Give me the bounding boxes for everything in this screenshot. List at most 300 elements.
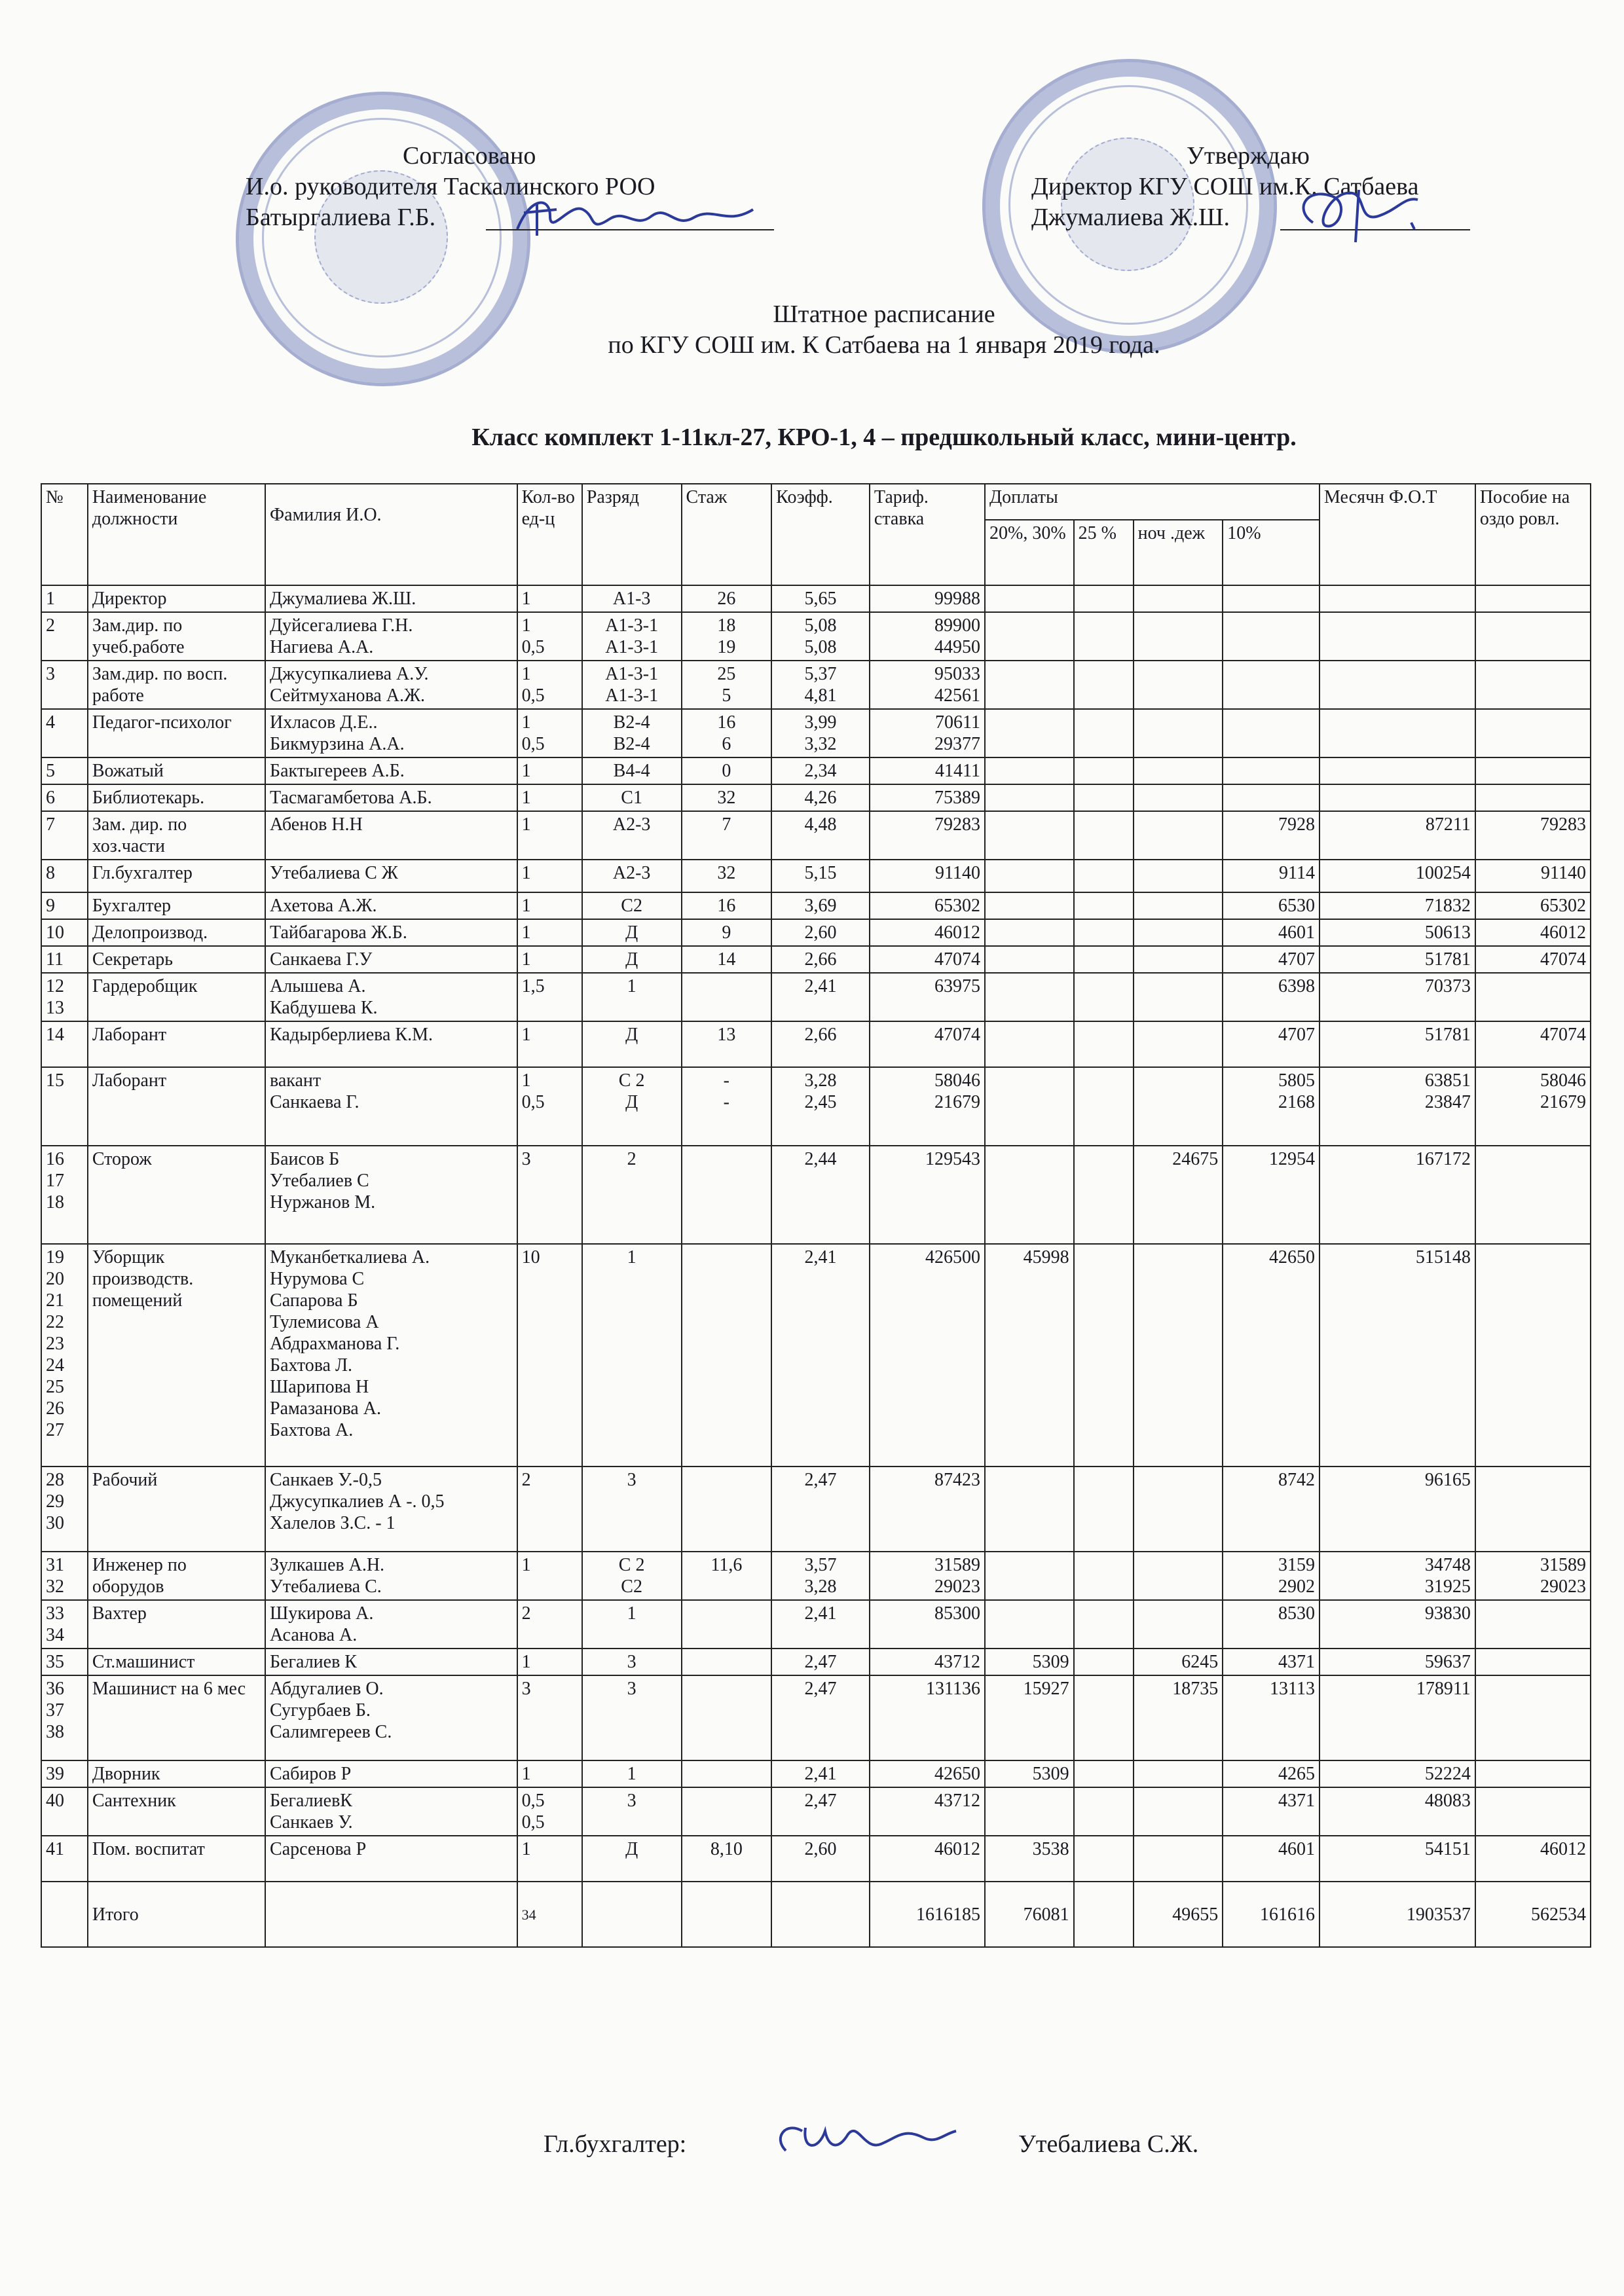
cell-bonus-10 — [1223, 612, 1320, 661]
cell-coeff: 3,99 3,32 — [771, 709, 870, 757]
cell-experience — [682, 1600, 772, 1649]
cell-count: 1 — [517, 1649, 582, 1675]
cell-allowance: 65302 — [1475, 892, 1591, 919]
cell-coeff: 2,47 — [771, 1649, 870, 1675]
document-title-line2: по КГУ СОШ им. К Сатбаева на 1 января 2019 года. — [608, 331, 1160, 359]
cell-coeff: 5,37 4,81 — [771, 661, 870, 709]
cell-name: БегалиевК Санкаев У. — [265, 1787, 517, 1836]
cell-position: Педагог-психолог — [88, 709, 265, 757]
cell-name: Баисов Б Утебалиев С Нуржанов М. — [265, 1146, 517, 1244]
cell-no: 8 — [41, 860, 88, 892]
cell-experience: 16 — [682, 892, 772, 919]
total-bonus-10: 161616 — [1223, 1882, 1320, 1947]
cell-bonus-20 — [985, 1600, 1074, 1649]
cell-rate: 43712 — [870, 1649, 985, 1675]
cell-night — [1134, 612, 1223, 661]
cell-rate: 31589 29023 — [870, 1552, 985, 1600]
cell-monthly: 96165 — [1320, 1467, 1475, 1552]
table-row — [41, 709, 1591, 757]
cell-count: 1 — [517, 757, 582, 784]
footer-role: Гл.бухгалтер: — [544, 2130, 687, 2158]
cell-allowance — [1475, 1787, 1591, 1836]
cell-night — [1134, 1787, 1223, 1836]
cell-no: 11 — [41, 946, 88, 973]
cell-position: Инженер по оборудов — [88, 1552, 265, 1600]
col-count: Кол-во ед-ц — [517, 484, 582, 585]
cell-bonus-10: 4371 — [1223, 1649, 1320, 1675]
cell-rate: 46012 — [870, 1836, 985, 1882]
cell-coeff: 2,60 — [771, 919, 870, 946]
col-coeff: Коэфф. — [771, 484, 870, 585]
cell-allowance: 46012 — [1475, 919, 1591, 946]
cell-position: Лаборант — [88, 1067, 265, 1146]
cell-rate: 87423 — [870, 1467, 985, 1552]
cell-grade: С 2 Д — [582, 1067, 682, 1146]
cell-experience — [682, 1675, 772, 1760]
cell-position: Пом. воспитат — [88, 1836, 265, 1882]
cell-name: Тайбагарова Ж.Б. — [265, 919, 517, 946]
cell-bonus-25 — [1074, 1760, 1134, 1787]
footer-signature — [766, 2111, 963, 2170]
table-row — [41, 1067, 1591, 1146]
cell-bonus-20 — [985, 612, 1074, 661]
cell-experience — [682, 1787, 772, 1836]
cell-coeff: 2,47 — [771, 1787, 870, 1836]
cell-count: 1 — [517, 860, 582, 892]
cell-monthly: 59637 — [1320, 1649, 1475, 1675]
cell-name: Тасмагамбетова А.Б. — [265, 784, 517, 811]
cell-bonus-20 — [985, 1067, 1074, 1146]
cell-bonus-25 — [1074, 709, 1134, 757]
cell-name: Ихласов Д.Е.. Бикмурзина А.А. — [265, 709, 517, 757]
cell-rate: 129543 — [870, 1146, 985, 1244]
col-no: № — [41, 484, 88, 585]
cell-night — [1134, 1600, 1223, 1649]
cell-bonus-10: 12954 — [1223, 1146, 1320, 1244]
cell-experience: 7 — [682, 811, 772, 860]
cell-bonus-10 — [1223, 661, 1320, 709]
col-bonus-20: 20%, 30% — [985, 520, 1074, 585]
cell-monthly — [1320, 612, 1475, 661]
cell-position: Вожатый — [88, 757, 265, 784]
cell-coeff: 2,60 — [771, 1836, 870, 1882]
cell-bonus-20 — [985, 1787, 1074, 1836]
cell-name: Шукирова А. Асанова А. — [265, 1600, 517, 1649]
table-row — [41, 919, 1591, 946]
cell-bonus-25 — [1074, 784, 1134, 811]
cell-position: Библиотекарь. — [88, 784, 265, 811]
cell-bonus-10: 13113 — [1223, 1675, 1320, 1760]
cell-no: 28 29 30 — [41, 1467, 88, 1552]
total-count: 34 — [517, 1882, 582, 1947]
table-row — [41, 1552, 1591, 1600]
cell-bonus-20 — [985, 860, 1074, 892]
total-bonus-20: 76081 — [985, 1882, 1074, 1947]
cell-name: Джумалиева Ж.Ш. — [265, 585, 517, 612]
cell-bonus-10 — [1223, 784, 1320, 811]
cell-bonus-25 — [1074, 1067, 1134, 1146]
cell-bonus-10: 6530 — [1223, 892, 1320, 919]
cell-night — [1134, 585, 1223, 612]
cell-experience — [682, 1760, 772, 1787]
cell-allowance: 47074 — [1475, 946, 1591, 973]
cell-count: 1 — [517, 1836, 582, 1882]
cell-experience: 0 — [682, 757, 772, 784]
cell-rate: 65302 — [870, 892, 985, 919]
cell-bonus-25 — [1074, 1649, 1134, 1675]
cell-rate: 75389 — [870, 784, 985, 811]
cell-name: Сабиров Р — [265, 1760, 517, 1787]
cell-grade: 1 — [582, 1244, 682, 1467]
cell-experience: - - — [682, 1067, 772, 1146]
cell-allowance: 46012 — [1475, 1836, 1591, 1882]
table-row — [41, 1146, 1591, 1244]
cell-experience — [682, 1467, 772, 1552]
cell-bonus-20: 3538 — [985, 1836, 1074, 1882]
cell-bonus-25 — [1074, 1146, 1134, 1244]
cell-rate: 99988 — [870, 585, 985, 612]
cell-bonus-20 — [985, 1021, 1074, 1067]
approved-right-heading: Утверждаю — [1187, 142, 1310, 170]
cell-coeff: 2,44 — [771, 1146, 870, 1244]
document-title: Штатное расписание — [773, 301, 995, 328]
cell-coeff: 2,41 — [771, 1244, 870, 1467]
table-row — [41, 946, 1591, 973]
cell-rate: 41411 — [870, 757, 985, 784]
cell-experience: 8,10 — [682, 1836, 772, 1882]
cell-name: Сарсенова Р — [265, 1836, 517, 1882]
cell-grade: Д — [582, 946, 682, 973]
table-row — [41, 1649, 1591, 1675]
cell-count: 1 0,5 — [517, 661, 582, 709]
cell-count: 1 — [517, 1552, 582, 1600]
cell-night — [1134, 1244, 1223, 1467]
cell-coeff: 2,66 — [771, 946, 870, 973]
col-night: ноч .деж — [1134, 520, 1223, 585]
staff-table — [41, 483, 1591, 1948]
cell-count: 1 — [517, 892, 582, 919]
cell-name: Кадырберлиева К.М. — [265, 1021, 517, 1067]
cell-bonus-20 — [985, 919, 1074, 946]
cell-position: Рабочий — [88, 1467, 265, 1552]
cell-position: Зам.дир. по учеб.работе — [88, 612, 265, 661]
cell-name: Бегалиев К — [265, 1649, 517, 1675]
approved-right-position: Директор КГУ СОШ им.К. Сатбаева — [1031, 173, 1419, 200]
cell-position: Гардеробщик — [88, 973, 265, 1021]
cell-count: 10 — [517, 1244, 582, 1467]
cell-coeff: 2,41 — [771, 1600, 870, 1649]
cell-bonus-10 — [1223, 757, 1320, 784]
cell-bonus-25 — [1074, 1552, 1134, 1600]
cell-coeff: 4,26 — [771, 784, 870, 811]
cell-night — [1134, 1760, 1223, 1787]
cell-no: 33 34 — [41, 1600, 88, 1649]
cell-grade: А1-3-1 А1-3-1 — [582, 661, 682, 709]
cell-coeff: 5,08 5,08 — [771, 612, 870, 661]
cell-bonus-25 — [1074, 973, 1134, 1021]
cell-bonus-20 — [985, 1467, 1074, 1552]
cell-coeff: 2,47 — [771, 1467, 870, 1552]
total-rate: 1616185 — [870, 1882, 985, 1947]
cell-coeff: 5,65 — [771, 585, 870, 612]
cell-position: Уборщик производств. помещений — [88, 1244, 265, 1467]
cell-night — [1134, 1467, 1223, 1552]
cell-grade: Д — [582, 1836, 682, 1882]
cell-grade: С 2 С2 — [582, 1552, 682, 1600]
cell-bonus-25 — [1074, 1600, 1134, 1649]
cell-name: Алышева А. Кабдушева К. — [265, 973, 517, 1021]
cell-bonus-25 — [1074, 585, 1134, 612]
total-label: Итого — [88, 1882, 265, 1947]
table-row — [41, 1675, 1591, 1760]
cell-rate: 426500 — [870, 1244, 985, 1467]
cell-night — [1134, 661, 1223, 709]
cell-experience: 9 — [682, 919, 772, 946]
cell-experience — [682, 1244, 772, 1467]
cell-monthly — [1320, 585, 1475, 612]
cell-no: 39 — [41, 1760, 88, 1787]
cell-no: 12 13 — [41, 973, 88, 1021]
cell-no: 31 32 — [41, 1552, 88, 1600]
cell-bonus-20 — [985, 784, 1074, 811]
cell-no: 10 — [41, 919, 88, 946]
cell-night: 24675 — [1134, 1146, 1223, 1244]
cell-monthly: 51781 — [1320, 1021, 1475, 1067]
cell-monthly — [1320, 784, 1475, 811]
cell-bonus-25 — [1074, 612, 1134, 661]
cell-grade: А2-3 — [582, 811, 682, 860]
cell-bonus-25 — [1074, 919, 1134, 946]
cell-monthly: 87211 — [1320, 811, 1475, 860]
table-row — [41, 973, 1591, 1021]
footer-name: Утебалиева С.Ж. — [1018, 2130, 1199, 2158]
cell-bonus-25 — [1074, 892, 1134, 919]
cell-position: Зам.дир. по восп. работе — [88, 661, 265, 709]
table-row — [41, 1021, 1591, 1067]
cell-allowance — [1475, 1467, 1591, 1552]
cell-no: 40 — [41, 1787, 88, 1836]
cell-bonus-10: 7928 — [1223, 811, 1320, 860]
cell-bonus-10: 3159 2902 — [1223, 1552, 1320, 1600]
cell-no: 7 — [41, 811, 88, 860]
cell-name: Утебалиева С Ж — [265, 860, 517, 892]
cell-bonus-10: 6398 — [1223, 973, 1320, 1021]
cell-allowance: 47074 — [1475, 1021, 1591, 1067]
cell-bonus-10: 4601 — [1223, 1836, 1320, 1882]
table-row — [41, 811, 1591, 860]
total-allowance: 562534 — [1475, 1882, 1591, 1947]
table-row — [41, 892, 1591, 919]
cell-grade: 1 — [582, 1760, 682, 1787]
cell-bonus-25 — [1074, 1836, 1134, 1882]
table-row — [41, 757, 1591, 784]
cell-allowance — [1475, 1675, 1591, 1760]
cell-night — [1134, 973, 1223, 1021]
cell-bonus-20 — [985, 1552, 1074, 1600]
cell-no: 35 — [41, 1649, 88, 1675]
cell-night: 18735 — [1134, 1675, 1223, 1760]
cell-position: Гл.бухгалтер — [88, 860, 265, 892]
cell-no: 36 37 38 — [41, 1675, 88, 1760]
cell-grade: А1-3 — [582, 585, 682, 612]
cell-rate: 95033 42561 — [870, 661, 985, 709]
cell-coeff: 5,15 — [771, 860, 870, 892]
table-row — [41, 661, 1591, 709]
cell-bonus-10 — [1223, 709, 1320, 757]
cell-monthly: 50613 — [1320, 919, 1475, 946]
cell-bonus-10 — [1223, 585, 1320, 612]
cell-bonus-10: 4265 — [1223, 1760, 1320, 1787]
cell-bonus-20 — [985, 1146, 1074, 1244]
cell-count: 1,5 — [517, 973, 582, 1021]
cell-count: 0,5 0,5 — [517, 1787, 582, 1836]
cell-bonus-25 — [1074, 757, 1134, 784]
cell-monthly: 51781 — [1320, 946, 1475, 973]
cell-count: 1 — [517, 585, 582, 612]
cell-name: Абенов Н.Н — [265, 811, 517, 860]
cell-monthly: 100254 — [1320, 860, 1475, 892]
cell-bonus-10: 4707 — [1223, 946, 1320, 973]
cell-night — [1134, 892, 1223, 919]
cell-experience: 13 — [682, 1021, 772, 1067]
cell-bonus-20 — [985, 709, 1074, 757]
cell-name: Джусупкалиева А.У. Сейтмуханова А.Ж. — [265, 661, 517, 709]
cell-monthly: 515148 — [1320, 1244, 1475, 1467]
table-row — [41, 1600, 1591, 1649]
col-bonuses: Доплаты — [985, 484, 1320, 520]
table-row — [41, 1836, 1591, 1882]
table-row — [41, 1787, 1591, 1836]
cell-bonus-20 — [985, 973, 1074, 1021]
cell-allowance: 31589 29023 — [1475, 1552, 1591, 1600]
table-row — [41, 784, 1591, 811]
right-signature — [1287, 177, 1444, 249]
cell-name: вакант Санкаева Г. — [265, 1067, 517, 1146]
cell-monthly: 93830 — [1320, 1600, 1475, 1649]
cell-night — [1134, 946, 1223, 973]
cell-grade: С2 — [582, 892, 682, 919]
approved-left-heading: Согласовано — [403, 142, 536, 170]
cell-bonus-25 — [1074, 661, 1134, 709]
cell-night: 6245 — [1134, 1649, 1223, 1675]
total-row — [41, 1882, 1591, 1947]
cell-grade: Д — [582, 919, 682, 946]
cell-rate: 63975 — [870, 973, 985, 1021]
cell-coeff: 4,48 — [771, 811, 870, 860]
cell-count: 2 — [517, 1467, 582, 1552]
cell-bonus-20: 5309 — [985, 1649, 1074, 1675]
cell-position: Секретарь — [88, 946, 265, 973]
cell-name: Бактыгереев А.Б. — [265, 757, 517, 784]
cell-name: Санкаев У.-0,5 Джусупкалиев А -. 0,5 Халелов З.С. - 1 — [265, 1467, 517, 1552]
cell-count: 1 — [517, 919, 582, 946]
cell-no: 14 — [41, 1021, 88, 1067]
cell-no: 2 — [41, 612, 88, 661]
cell-no: 9 — [41, 892, 88, 919]
cell-experience: 18 19 — [682, 612, 772, 661]
cell-night — [1134, 1836, 1223, 1882]
cell-experience — [682, 1649, 772, 1675]
cell-night — [1134, 784, 1223, 811]
cell-bonus-25 — [1074, 946, 1134, 973]
table-row — [41, 612, 1591, 661]
col-grade: Разряд — [582, 484, 682, 585]
cell-allowance — [1475, 1649, 1591, 1675]
cell-count: 1 0,5 — [517, 709, 582, 757]
cell-rate: 58046 21679 — [870, 1067, 985, 1146]
cell-count: 3 — [517, 1675, 582, 1760]
cell-count: 1 — [517, 811, 582, 860]
cell-bonus-20 — [985, 661, 1074, 709]
cell-coeff: 3,28 2,45 — [771, 1067, 870, 1146]
approved-left-position: И.о. руководителя Таскалинского РОО — [246, 173, 655, 200]
cell-rate: 47074 — [870, 946, 985, 973]
cell-position: Сторож — [88, 1146, 265, 1244]
cell-coeff: 2,66 — [771, 1021, 870, 1067]
cell-rate: 79283 — [870, 811, 985, 860]
cell-position: Вахтер — [88, 1600, 265, 1649]
document-subtitle: Класс комплект 1-11кл-27, КРО-1, 4 – предшкольный класс, мини-центр. — [471, 424, 1297, 451]
total-night: 49655 — [1134, 1882, 1223, 1947]
approved-left-name: Батыргалиева Г.Б. — [246, 204, 436, 231]
cell-rate: 70611 29377 — [870, 709, 985, 757]
cell-monthly: 48083 — [1320, 1787, 1475, 1836]
cell-position: Делопроизвод. — [88, 919, 265, 946]
total-monthly: 1903537 — [1320, 1882, 1475, 1947]
cell-grade: В2-4 В2-4 — [582, 709, 682, 757]
cell-grade: 1 — [582, 973, 682, 1021]
cell-grade: 3 — [582, 1467, 682, 1552]
cell-bonus-25 — [1074, 1787, 1134, 1836]
cell-name: Санкаева Г.У — [265, 946, 517, 973]
cell-name: Ахетова А.Ж. — [265, 892, 517, 919]
cell-bonus-20 — [985, 811, 1074, 860]
table-row — [41, 860, 1591, 892]
cell-position: Бухгалтер — [88, 892, 265, 919]
cell-monthly: 34748 31925 — [1320, 1552, 1475, 1600]
cell-allowance — [1475, 973, 1591, 1021]
cell-count: 1 0,5 — [517, 1067, 582, 1146]
table-row — [41, 1244, 1591, 1467]
cell-position: Зам. дир. по хоз.части — [88, 811, 265, 860]
cell-position: Ст.машинист — [88, 1649, 265, 1675]
cell-position: Машинист на 6 мес — [88, 1675, 265, 1760]
cell-count: 1 0,5 — [517, 612, 582, 661]
cell-bonus-20 — [985, 946, 1074, 973]
cell-rate: 91140 — [870, 860, 985, 892]
cell-grade: 3 — [582, 1787, 682, 1836]
table-row — [41, 1467, 1591, 1552]
cell-no: 4 — [41, 709, 88, 757]
cell-experience — [682, 973, 772, 1021]
cell-rate: 43712 — [870, 1787, 985, 1836]
cell-night — [1134, 1021, 1223, 1067]
col-name: Фамилия И.О. — [265, 484, 517, 585]
cell-count: 1 — [517, 784, 582, 811]
cell-rate: 47074 — [870, 1021, 985, 1067]
cell-night — [1134, 1552, 1223, 1600]
cell-monthly: 54151 — [1320, 1836, 1475, 1882]
cell-night — [1134, 709, 1223, 757]
cell-allowance — [1475, 1146, 1591, 1244]
approved-right-name: Джумалиева Ж.Ш. — [1031, 204, 1230, 231]
col-allowance: Пособие на оздо ровл. — [1475, 484, 1591, 585]
cell-grade: В4-4 — [582, 757, 682, 784]
cell-bonus-10: 4601 — [1223, 919, 1320, 946]
table-row — [41, 585, 1591, 612]
cell-coeff: 2,47 — [771, 1675, 870, 1760]
cell-bonus-10: 9114 — [1223, 860, 1320, 892]
